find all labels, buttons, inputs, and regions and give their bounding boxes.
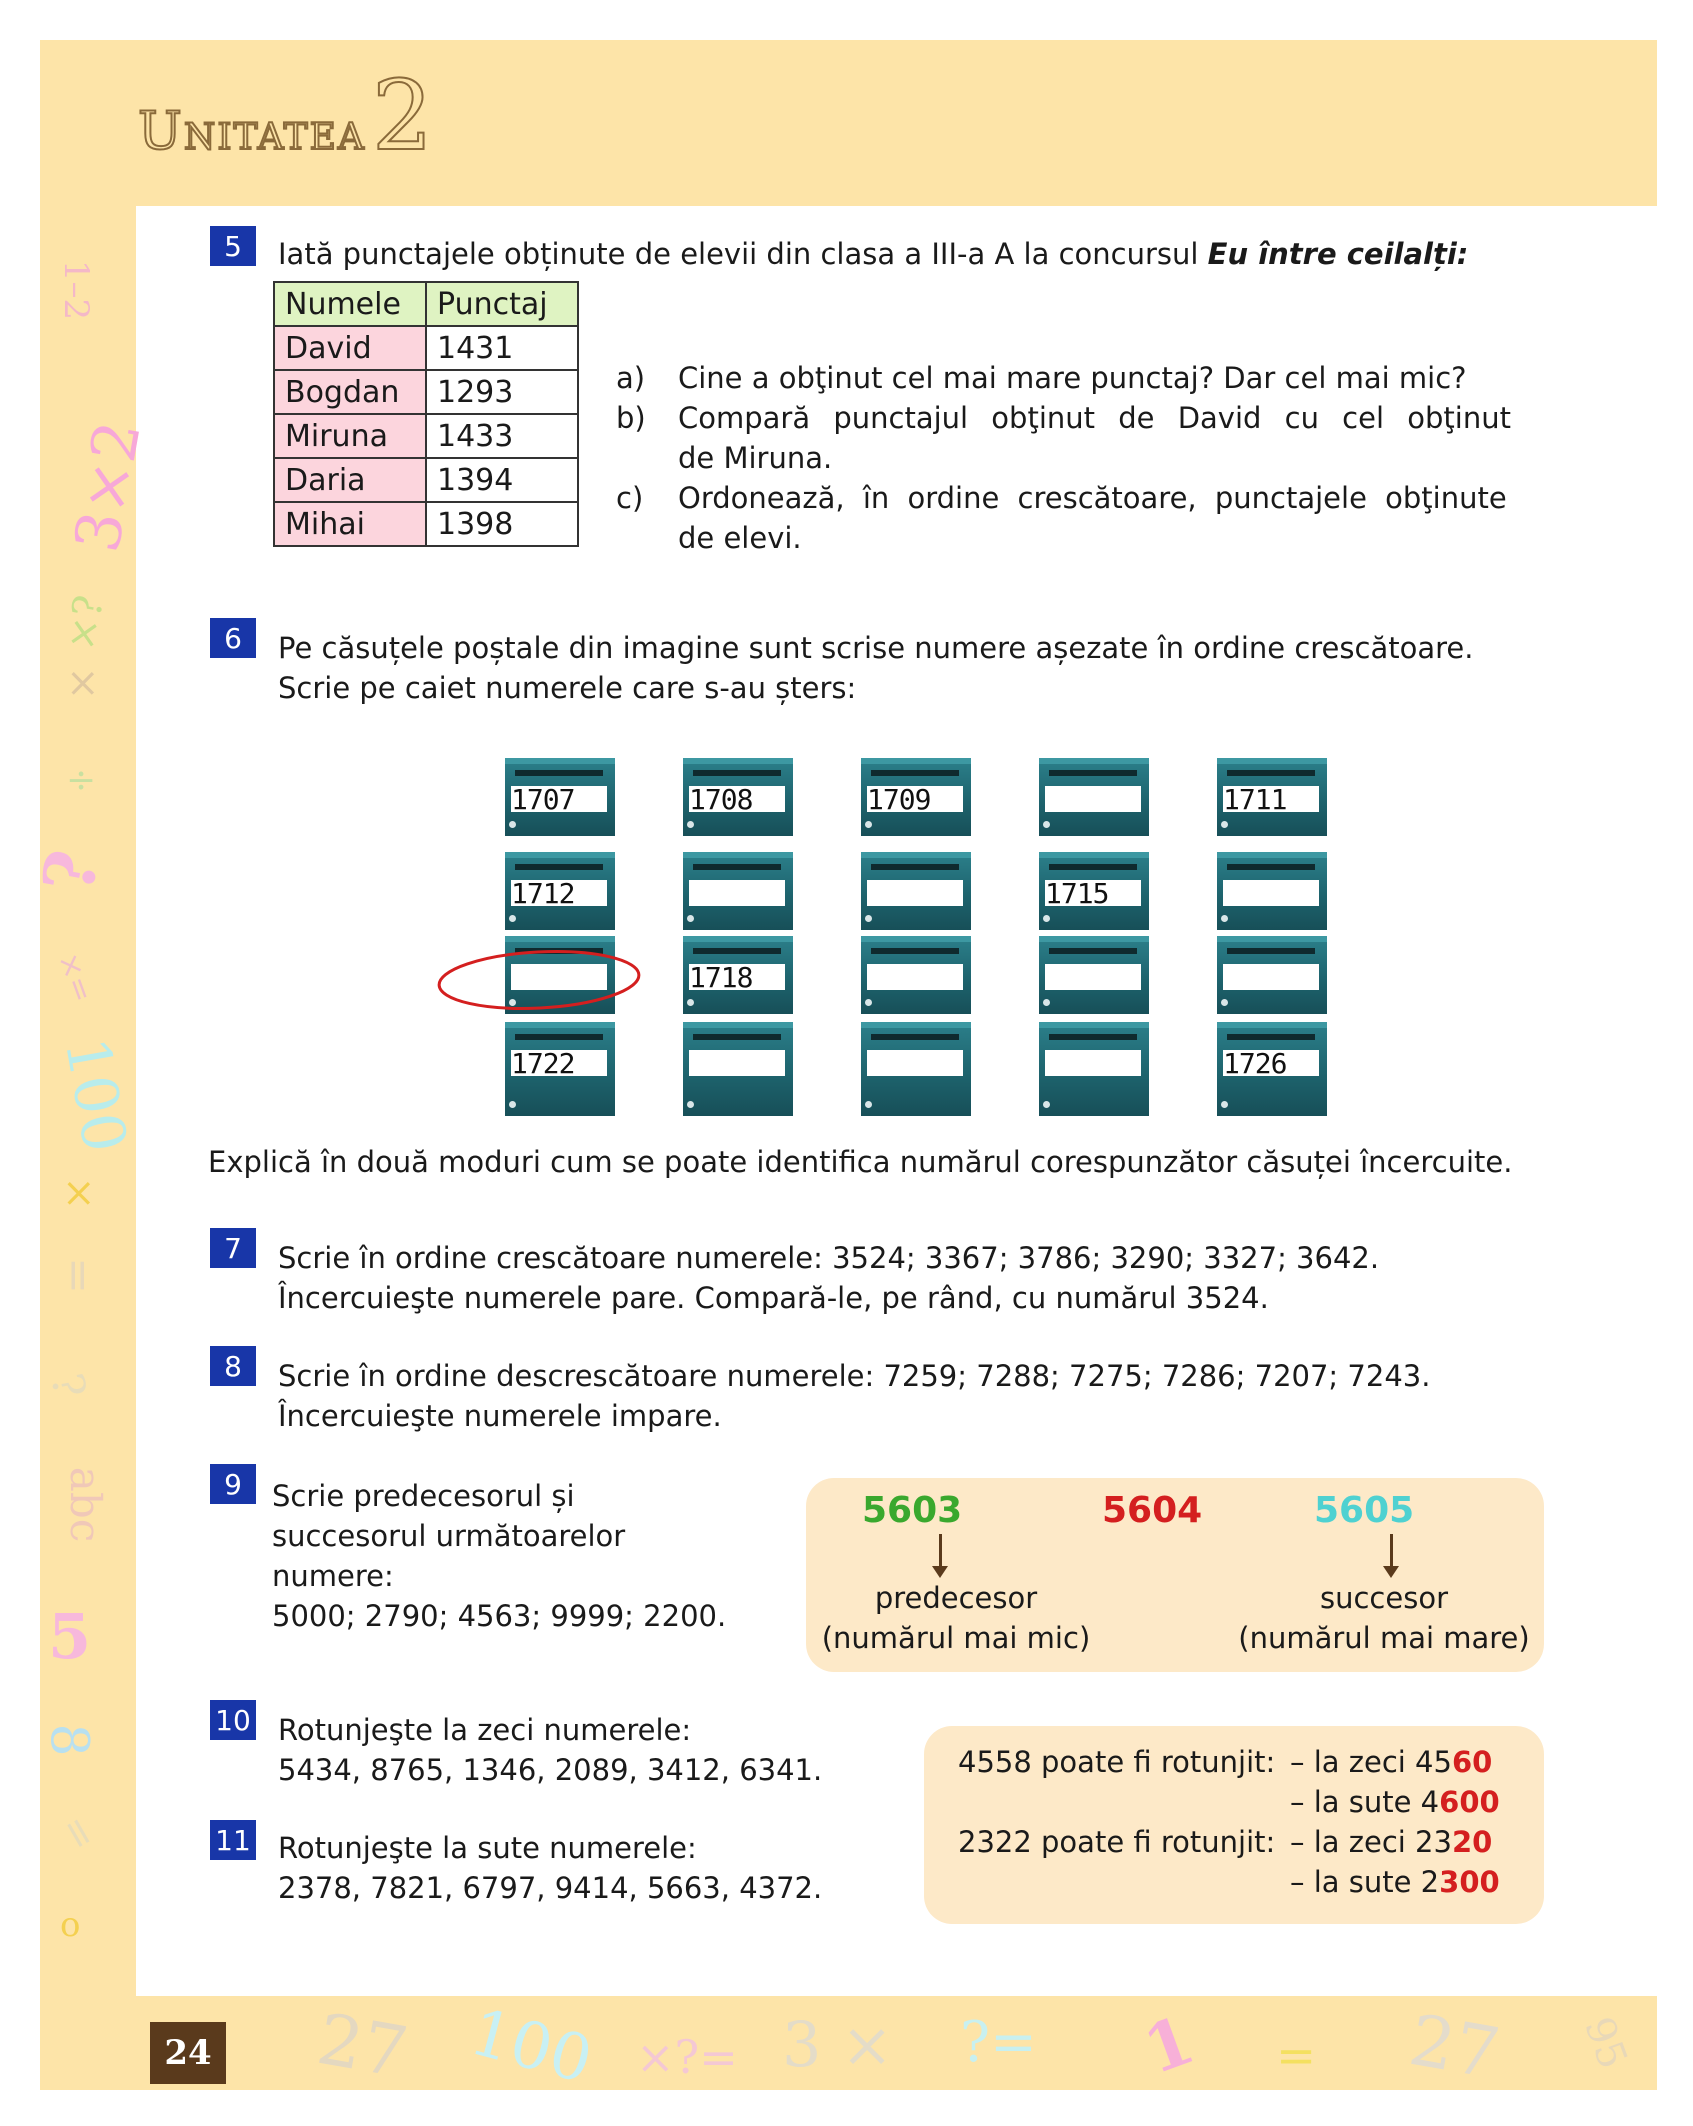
deco-bottom-5: 1 [1134,2000,1204,2090]
mailbox-knob [1221,915,1228,922]
mailbox-number [867,964,963,990]
mailbox-number: 1718 [689,964,785,990]
mailbox-knob [1043,1101,1050,1108]
mailbox-knob [1043,999,1050,1006]
mailbox [683,852,793,930]
question-a-line-1: Cine a obţinut cel mai mare punctaj? Dar cel mai mic? [678,361,1467,395]
rounding-row-1-left: 4558 poate fi rotunjit: [958,1745,1276,1779]
exercise-9-line-4: 5000; 2790; 4563; 9999; 2200. [272,1599,727,1633]
question-c-line-1: Ordonează, în ordine crescătoare, punctajele obţinute [678,481,1507,515]
mailbox [683,1022,793,1116]
exercise-7-line-1: Scrie în ordine crescătoare numerele: 3524; 3367; 3786; 3290; 3327; 3642. [278,1241,1380,1275]
mailbox-number: 1707 [511,786,607,812]
mailbox [505,758,615,836]
table-row [274,414,578,458]
mailbox [1039,936,1149,1014]
rounding-row-2-label: – la sute 4 [1290,1785,1440,1819]
rounding-row-4-right [1290,1862,1500,1902]
table-cell-score: 1293 [426,370,578,414]
rounding-row-1-label: – la zeci 45 [1290,1745,1452,1779]
deco-bottom-1: 100 [462,1995,600,2099]
deco-left-4: ÷ [66,760,97,801]
predecessor-sublabel: (numărul mai mic) [821,1621,1091,1655]
mailbox-knob [509,915,516,922]
deco-bottom-4: ?= [960,2010,1037,2075]
mailbox [1039,1022,1149,1116]
rounding-example-box [924,1726,1544,1924]
exercise-9-line-1: Scrie predecesorul și [272,1479,575,1513]
rounding-row-4-highlight: 300 [1439,1865,1500,1899]
deco-left-5: ? [26,844,115,899]
question-b-line-1: Compară punctajul obţinut de David cu cel obţinut [678,401,1511,435]
exercise-11-line-1: Rotunjeşte la sute numerele: [278,1831,697,1865]
mailbox [1217,758,1327,836]
mailbox-knob [687,999,694,1006]
rounding-row-3-highlight: 20 [1451,1825,1493,1859]
exercise-5-intro-text: Iată punctajele obținute de elevii din clasa a III-a A la concursul [278,237,1208,271]
successor-arrow [1390,1534,1393,1568]
successor-example: 5605 [1314,1490,1415,1531]
table-cell-score: 1431 [426,326,578,370]
table-cell-name: Mihai [274,502,426,546]
table-row [274,458,578,502]
mailbox-number [1045,1050,1141,1076]
deco-left-13: 8 [38,1723,99,1757]
mailbox-number: 1712 [511,880,607,906]
mailbox-knob [1043,915,1050,922]
deco-bottom-8: 95 [1575,2011,1636,2075]
table-cell-score: 1394 [426,458,578,502]
deco-bottom-3: 3 × [782,2008,894,2081]
predecessor-example: 5603 [862,1490,963,1531]
exercise-6-line-1: Pe căsuțele poștale din imagine sunt scrise numere așezate în ordine crescătoare. [278,631,1474,665]
table-header-name: Numele [274,282,426,326]
deco-bottom-7: 27 [1403,1998,1506,2096]
table-row [274,370,578,414]
mailbox-knob [1221,821,1228,828]
mailbox [1217,936,1327,1014]
mailbox-knob [865,915,872,922]
mailbox-knob [865,821,872,828]
table-cell-name: David [274,326,426,370]
rounding-row-1-highlight: 60 [1451,1745,1493,1779]
mailbox [683,936,793,1014]
mailbox-number: 1726 [1223,1050,1319,1076]
exercise-9-line-2: succesorul următoarelor [272,1519,626,1553]
table-row [274,502,578,546]
unit-title [138,60,433,172]
deco-left-10: ? [40,1369,95,1402]
mailbox-number [689,1050,785,1076]
exercise-7-line-2: Încercuieşte numerele pare. Compară-le, pe rând, cu numărul 3524. [278,1281,1269,1315]
exercise-6-explain: Explică în două moduri cum se poate identifica numărul corespunzător căsuței încercuite. [208,1145,1513,1179]
deco-left-7: 100 [50,1032,140,1158]
mailbox [861,936,971,1014]
exercise-8-badge: 8 [210,1346,256,1386]
question-a-letter: a) [616,361,646,395]
mailbox-knob [1221,999,1228,1006]
rounding-row-3-left: 2322 poate fi rotunjit: [958,1825,1276,1859]
question-b-line-2: de Miruna. [678,441,833,475]
deco-left-9: = [52,1257,104,1294]
successor-label: succesor [1320,1581,1448,1615]
mailbox-number [1223,964,1319,990]
exercise-10-line-2: 5434, 8765, 1346, 2089, 3412, 6341. [278,1753,823,1787]
deco-left-15: o [60,1905,81,1945]
mailbox [1039,758,1149,836]
red-circle-mark [434,946,644,1016]
table-header-score: Punctaj [426,282,578,326]
rounding-row-1-right [1290,1742,1492,1782]
exercise-8-line-1: Scrie în ordine descrescătoare numerele: 7259; 7288; 7275; 7286; 7207; 7243. [278,1359,1431,1393]
mailbox-number: 1709 [867,786,963,812]
table-header-row [274,282,578,326]
exercise-6-badge: 6 [210,618,256,658]
exercise-11-line-2: 2378, 7821, 6797, 9414, 5663, 4372. [278,1871,823,1905]
mailbox [505,852,615,930]
deco-left-6: ×= [50,947,101,1008]
exercise-5-badge: 5 [210,226,256,266]
table-row [274,326,578,370]
predecessor-successor-box [806,1478,1544,1672]
exercise-8-line-2: Încercuieşte numerele impare. [278,1399,722,1433]
rounding-row-3-label: – la zeci 23 [1290,1825,1452,1859]
contest-name: Eu între ceilalți: [1207,237,1469,271]
deco-left-3: × [66,660,100,706]
mailbox [861,852,971,930]
mailbox-number [1223,880,1319,906]
deco-left-8: × [62,1170,96,1216]
exercise-7-badge: 7 [210,1228,256,1268]
table-cell-name: Miruna [274,414,426,458]
exercise-5-intro [278,234,1468,274]
mailbox-knob [865,999,872,1006]
mailbox [683,758,793,836]
table-cell-score: 1433 [426,414,578,458]
mailbox-knob [687,821,694,828]
unit-number: 2 [371,60,433,172]
mailbox-number [689,880,785,906]
mailbox [1217,852,1327,930]
deco-left-1: 3×2 [60,415,155,558]
mailbox [1039,852,1149,930]
exercise-6-line-2: Scrie pe caiet numerele care s-au șters: [278,671,857,705]
exercise-10-badge: 10 [210,1700,256,1740]
predecessor-arrow [939,1534,942,1568]
deco-bottom-2: ×?= [636,2030,738,2084]
exercise-10-line-1: Rotunjeşte la zeci numerele: [278,1713,692,1747]
rounding-row-2-right [1290,1782,1500,1822]
deco-bottom-0: 27 [311,1997,414,2095]
rounding-row-3-right [1290,1822,1492,1862]
deco-left-12: 5 [48,1600,92,1673]
mailbox-number: 1708 [689,786,785,812]
exercise-9-badge: 9 [210,1464,256,1504]
predecessor-label: predecesor [874,1581,1038,1615]
question-c-letter: c) [616,481,644,515]
question-c-line-2: de elevi. [678,521,802,555]
mailbox-knob [509,1101,516,1108]
mailbox-knob [1043,821,1050,828]
mailbox [861,1022,971,1116]
deco-left-11: abc [61,1466,111,1543]
rounding-row-4-label: – la sute 2 [1290,1865,1440,1899]
table-cell-name: Bogdan [274,370,426,414]
mailbox-number [1045,964,1141,990]
mailbox-number [1045,786,1141,812]
deco-left-2: ×? [58,591,113,655]
deco-left-14: = [50,1806,108,1860]
mailbox-knob [865,1101,872,1108]
mailbox-number: 1722 [511,1050,607,1076]
mailbox [505,1022,615,1116]
rounding-row-2-highlight: 600 [1439,1785,1500,1819]
mailbox-knob [1221,1101,1228,1108]
table-cell-name: Daria [274,458,426,502]
successor-sublabel: (numărul mai mare) [1238,1621,1530,1655]
mailbox-number: 1711 [1223,786,1319,812]
mailbox-number [867,1050,963,1076]
mailbox-knob [509,821,516,828]
exercise-9-line-3: numere: [272,1559,394,1593]
mailbox-number: 1715 [1045,880,1141,906]
scores-table [273,281,579,547]
mailbox [861,758,971,836]
mailbox [1217,1022,1327,1116]
mailbox-knob [687,915,694,922]
mailbox-number [867,880,963,906]
mailbox-knob [687,1101,694,1108]
deco-bottom-6: = [1276,2028,1317,2084]
deco-left-0: 1–2 [56,259,97,321]
exercise-11-badge: 11 [210,1820,256,1860]
table-cell-score: 1398 [426,502,578,546]
question-b-letter: b) [616,401,646,435]
page-number: 24 [150,2022,226,2084]
unit-word: Unitatea [138,102,366,162]
current-example: 5604 [1102,1490,1203,1531]
